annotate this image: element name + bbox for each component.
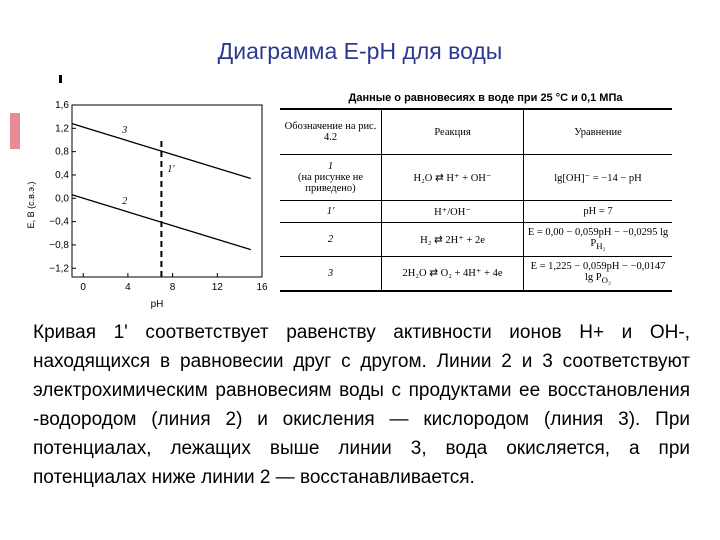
equilibrium-table — [280, 108, 672, 292]
series-label: 1' — [167, 164, 175, 176]
row-note: (на рисунке не приведено) — [297, 172, 364, 194]
row-equation: E = 1,225 − 0,059pH − −0,0147 lg P — [530, 261, 666, 284]
row-equation-cell — [524, 223, 673, 257]
row-reaction: H₂O ⇄ H⁺ + OH⁻ — [382, 155, 524, 201]
header-equation: Уравнение — [524, 109, 673, 155]
header-reaction: Реакция — [382, 109, 524, 155]
decorative-tick — [59, 75, 62, 83]
row-mark: 3 — [280, 257, 382, 291]
row-mark: 2 — [280, 223, 382, 257]
x-tick-label: 8 — [169, 282, 176, 293]
y-tick-label: 0,0 — [55, 193, 69, 205]
y-axis-label: E, B (с.в.э.) — [26, 181, 36, 229]
chart-axes — [72, 105, 262, 277]
y-tick-label: 1,6 — [55, 100, 69, 111]
row-equation: lg[OH]⁻ = −14 − pH — [524, 155, 673, 201]
row-mark: 1' — [280, 201, 382, 223]
row-equation: E = 0,00 − 0,059pH − −0,0295 lg P — [527, 227, 669, 250]
y-tick-label: 0,8 — [55, 146, 69, 158]
row-reaction: H₂ ⇄ 2H⁺ + 2e — [382, 223, 524, 257]
row-equation-cell — [524, 257, 673, 291]
table-row — [280, 223, 672, 257]
x-tick-label: 12 — [211, 282, 223, 293]
chart-ticks — [49, 100, 268, 293]
series-label: 3 — [122, 125, 128, 137]
accent-bar — [10, 113, 20, 149]
x-tick-label: 16 — [256, 282, 268, 293]
slide-title: Диаграмма E-pH для воды — [217, 38, 503, 64]
header-mark: Обозначение на рис. 4.2 — [280, 109, 382, 155]
x-tick-label: 4 — [125, 282, 131, 293]
row-reaction: H⁺/OH⁻ — [382, 201, 524, 223]
row-mark: 1 — [327, 161, 334, 172]
table-row — [280, 155, 672, 201]
table-header-row — [280, 109, 672, 155]
y-tick-label: −0,8 — [49, 239, 69, 251]
row-equation-sub: H₂ — [596, 241, 606, 252]
y-tick-label: −1,2 — [49, 263, 69, 275]
row-equation-sub: O₂ — [601, 275, 611, 286]
plot-frame — [72, 105, 262, 277]
series-label: 2 — [122, 196, 128, 208]
x-axis-label: pH — [150, 299, 164, 310]
y-tick-label: 0,4 — [55, 169, 69, 181]
table-row — [280, 201, 672, 223]
table-row — [280, 257, 672, 291]
y-tick-label: −0,4 — [49, 216, 69, 228]
row-equation: pH = 7 — [524, 201, 673, 223]
y-tick-label: 1,2 — [55, 123, 69, 135]
eph-diagram — [22, 95, 272, 310]
chart-series — [72, 124, 251, 277]
table-title: Данные о равновесиях в воде при 25 °С и 0,1 МПа — [348, 92, 623, 104]
x-tick-label: 0 — [80, 282, 86, 293]
body-paragraph: Кривая 1' соответствует равенству активности ионов H+ и OH-, находящихся в равновесии друг с другом. Линии 2 и 3 соответствуют электрохимическим равновесиям воды с продуктами ее восстановления -водородом (линия 2) и окисления — кислородом (линия 3). При потенциалах, лежащих выше линии 3, вода окисляется, а при потенциалах ниже линии 2 — восстанавливается. — [33, 322, 690, 488]
row-reaction: 2H₂O ⇄ O₂ + 4H⁺ + 4e — [382, 257, 524, 291]
row-mark-cell — [280, 155, 382, 201]
